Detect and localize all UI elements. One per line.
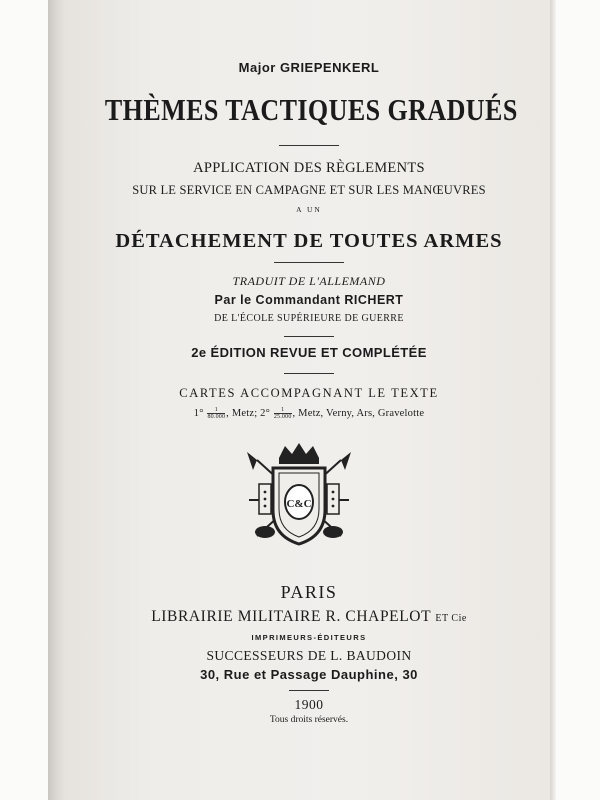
book-spine	[48, 0, 68, 800]
subtitle-line-3: A UN	[296, 205, 322, 214]
scale-fraction-1: $\frac{1}{80.000}$	[207, 407, 226, 420]
publication-year: 1900	[294, 697, 324, 712]
map-item-1-text: , Metz; 2°	[226, 407, 270, 419]
publisher-suffix: ET Cie	[435, 613, 467, 624]
publication-city: PARIS	[280, 582, 338, 602]
edition: 2e ÉDITION REVUE ET COMPLÉTÉE	[191, 345, 427, 360]
maps-heading: CARTES ACCOMPAGNANT LE TEXTE	[179, 386, 439, 400]
publisher-emblem	[243, 440, 355, 552]
divider	[289, 690, 329, 691]
publisher-address: 30, Rue et Passage Dauphine, 30	[200, 667, 418, 682]
emblem-monogram: C&C	[286, 498, 312, 510]
divider	[274, 262, 344, 263]
translator: Par le Commandant RICHERT	[214, 293, 404, 307]
translated-by: TRADUIT DE L'ALLEMAND	[232, 274, 386, 288]
author: Major GRIEPENKERL	[238, 60, 380, 75]
publisher-name: LIBRAIRIE MILITAIRE R. CHAPELOT	[151, 608, 431, 625]
divider	[284, 373, 334, 374]
divider	[279, 145, 339, 146]
divider	[284, 336, 334, 337]
maps-list	[66, 407, 552, 420]
title-page	[66, 0, 552, 800]
book-title: THÈMES TACTIQUES GRADUÉS	[104, 92, 518, 127]
subtitle-line-4: DÉTACHEMENT DE TOUTES ARMES	[115, 230, 503, 252]
scale-fraction-2: $\frac{1}{25.000}$	[273, 407, 292, 420]
successors: SUCCESSEURS DE L. BAUDOIN	[206, 648, 412, 663]
subtitle-line-1: APPLICATION DES RÈGLEMENTS	[193, 160, 425, 176]
publisher-role: IMPRIMEURS-ÉDITEURS	[251, 633, 367, 642]
map-item-1-prefix: 1°	[193, 407, 204, 419]
map-item-2-text: , Metz, Verny, Ars, Gravelotte	[292, 407, 425, 419]
rights-notice: Tous droits réservés.	[269, 715, 349, 725]
subtitle-line-2: SUR LE SERVICE EN CAMPAGNE ET SUR LES MANŒUVRES	[132, 183, 486, 197]
publisher	[66, 608, 552, 626]
translator-school: DE L'ÉCOLE SUPÉRIEURE DE GUERRE	[214, 313, 404, 324]
